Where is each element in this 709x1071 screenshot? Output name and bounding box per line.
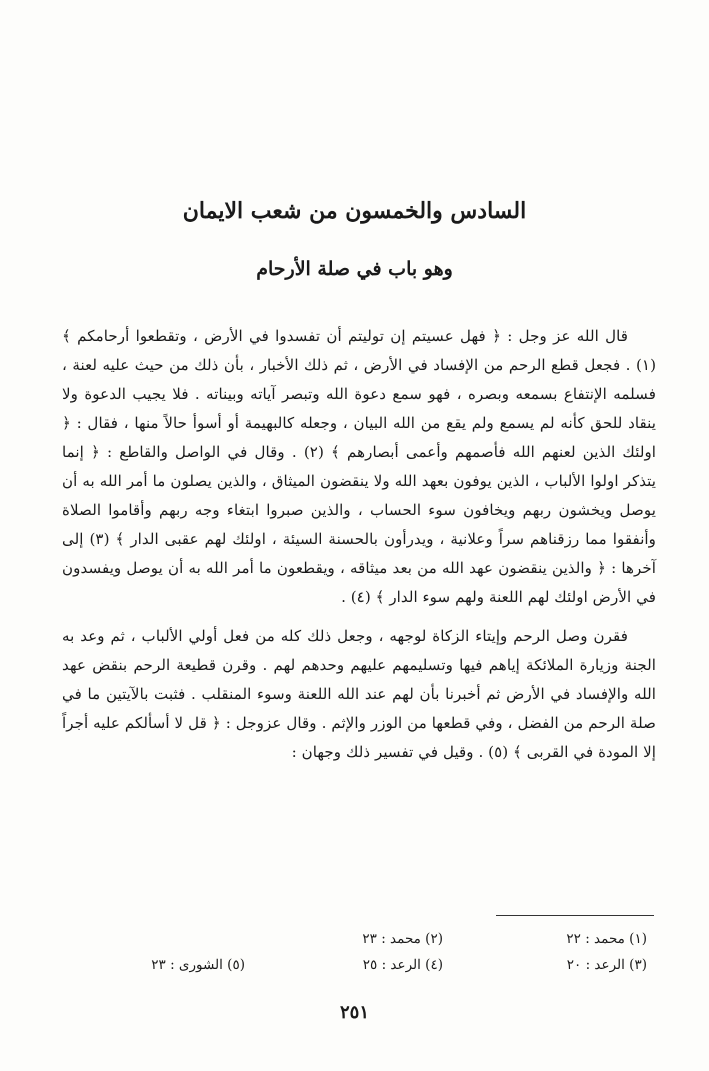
main-text <box>62 322 656 777</box>
chapter-title: السادس والخمسون من شعب الايمان <box>182 198 527 224</box>
footnote-5: (٥) الشورى : ٢٣ <box>151 957 245 973</box>
footnote-separator <box>496 915 654 916</box>
paragraph-2: فقرن وصل الرحم وإيتاء الزكاة لوجهه ، وجعل ذلك كله من فعل أولي الألباب ، ثم وعد به الجنة وزيارة الملائكة إياهم فيها وتسليمهم عليهم وحدهم لهم . وقرن قطيعة الرحم بنقض عهد الله والإفساد في الأرض ثم أخبرنا بأن لهم عند الله اللعنة وسوء المنقلب . فثبت بالآيتين ما في صلة الرحم من الفضل ، وفي قطعها من الوزر والإثم . وقال عزوجل : ﴿ قل لا أسألكم عليه أجراً إلا المودة في القربى ﴾ (٥) . وقيل في تفسير ذلك وجهان : <box>62 627 656 761</box>
paragraph-1: قال الله عز وجل : ﴿ فهل عسيتم إن توليتم أن تفسدوا في الأرض ، وتقطعوا أرحامكم ﴾ (١) . فجعل قطع الرحم من الإفساد في الأرض ، ثم ذلك الأخبار ، بأن ذلك من حيث عليه لعنة ، فسلمه الإنتفاع بسمعه وبصره ، فهو سمع دعوة الله وتبصر آياته وبيناته . فلا يجيب الدعوة ولا ينقاد للحق كأنه لم يسمع ولم يقع من الله البيان ، وجعله كالبهيمة أو أسوأ حالاً منها ، فقال : ﴿ اولئك الذين لعنهم الله فأصمهم وأعمى أبصارهم ﴾ (٢) . وقال في الواصل والقاطع : ﴿ إنما يتذكر اولوا الألباب ، الذين يوفون بعهد الله ولا ينقضون الميثاق ، والذين يصلون ما أمر الله به أن يوصل ويخشون ربهم ويخافون سوء الحساب ، والذين صبروا ابتغاء وجه ربهم وأقاموا الصلاة وأنفقوا مما رزقناهم سراً وعلانية ، ويدرأون بالحسنة السيئة ، اولئك لهم عقبى الدار ﴾ (٣) إلى آخرها : ﴿ والذين ينقضون عهد الله من بعد ميثاقه ، ويقطعون ما أمر الله به أن يوصل ويفسدون في الأرض اولئك لهم اللعنة ولهم سوء الدار ﴾ (٤) . <box>62 327 656 606</box>
footnote-1: (١) محمد : ٢٢ <box>566 931 647 947</box>
footnote-4: (٤) الرعد : ٢٥ <box>362 957 443 973</box>
footnote-2: (٢) محمد : ٢٣ <box>362 931 443 947</box>
page-number: ٢٥١ <box>339 1002 369 1023</box>
chapter-subtitle: وهو باب في صلة الأرحام <box>256 258 453 280</box>
footnote-3: (٣) الرعد : ٢٠ <box>566 957 647 973</box>
